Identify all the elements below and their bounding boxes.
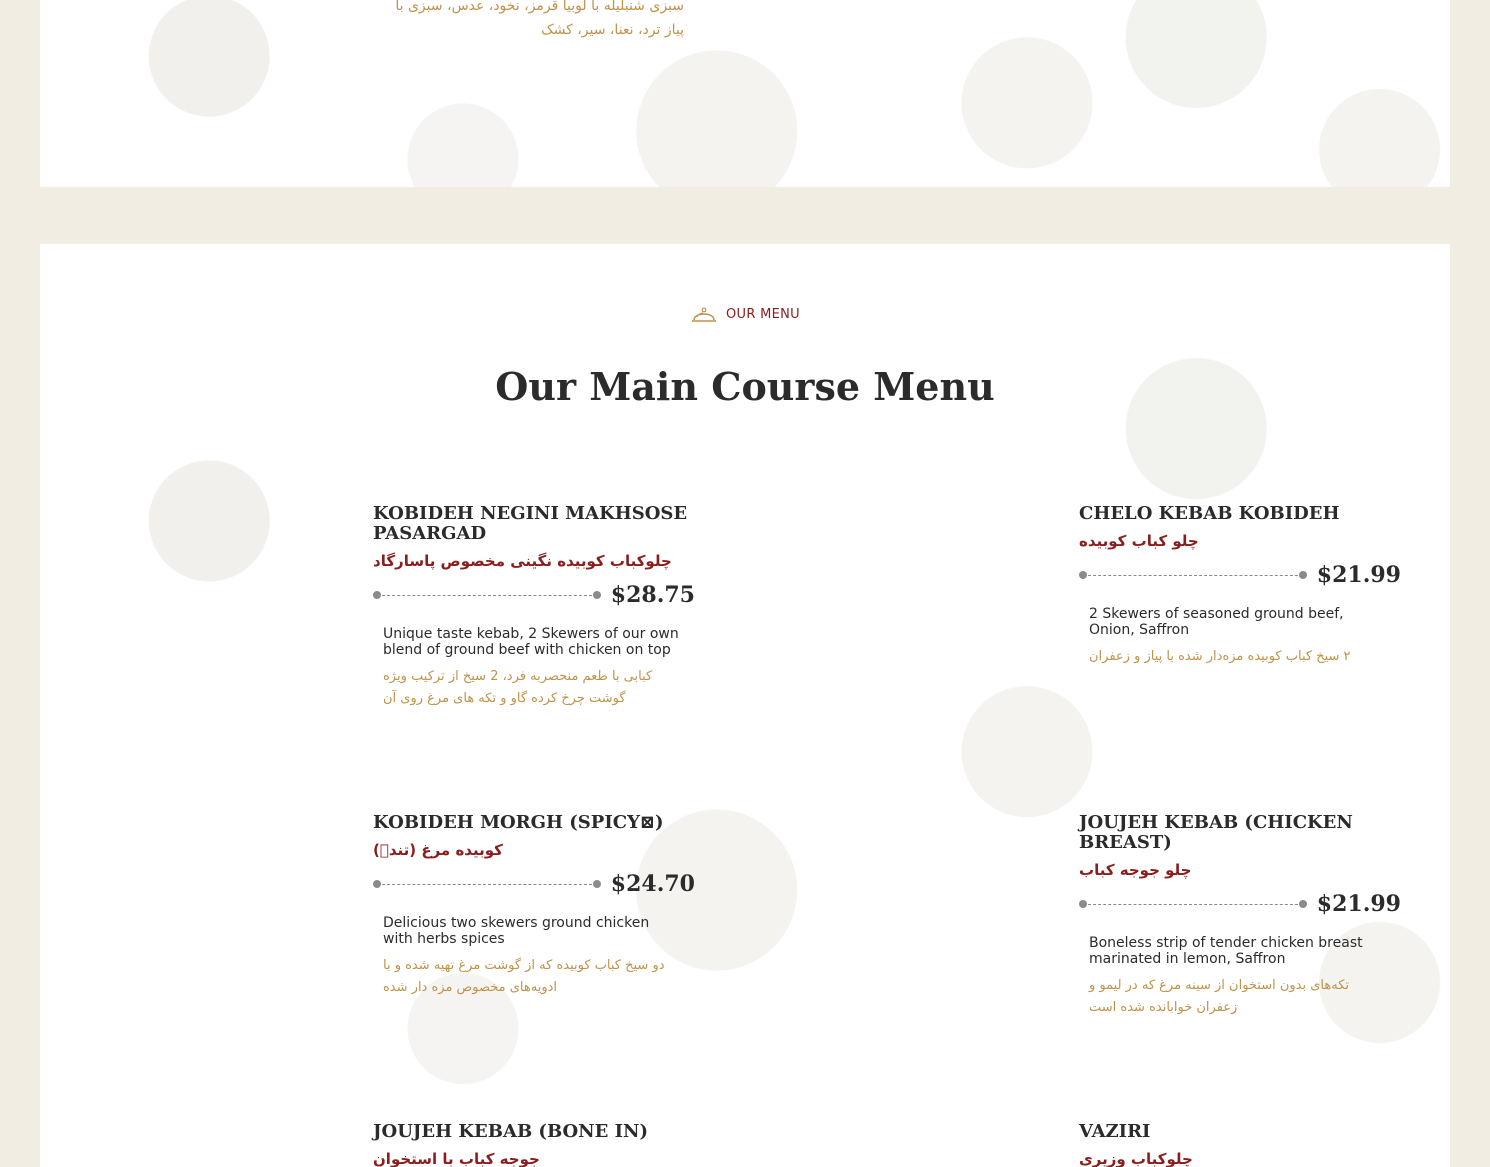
eyebrow-label: OUR MENU	[726, 306, 800, 322]
cloche-icon	[690, 304, 718, 324]
item-desc-fa: ۲ سیخ کباب کوبیده مزه‌دار شده با پیاز و زعفران	[1089, 649, 1351, 664]
item-desc: 2 Skewers of seasoned ground beef, Onion, Saffron	[1089, 606, 1344, 638]
item-price: $21.99	[1316, 562, 1401, 588]
dotted-rule	[1079, 899, 1307, 909]
menu-item[interactable]	[373, 504, 695, 710]
item-name-fa: چلوکباب کوبیده نگینی مخصوص پاسارگاد	[373, 552, 672, 570]
menu-item[interactable]	[373, 1122, 695, 1167]
item-desc: Unique taste kebab, 2 Skewers of our own blend of ground beef with chicken on top	[383, 626, 679, 658]
item-price: $21.99	[1316, 891, 1401, 917]
main-course-panel	[40, 244, 1450, 1167]
item-desc-fa: کبابی با طعم منحصربه فرد، 2 سیخ از ترکیب ویژه گوشت چرخ کرده گاو و تکه های مرغ روی آن	[383, 669, 653, 706]
item-name: KOBIDEH MORGH (SPICY⊠)	[373, 812, 664, 833]
menu-item[interactable]	[1079, 504, 1401, 668]
item-name-fa: کوبیده مرغ (تند⃞)	[373, 841, 503, 859]
item-desc-fa: دو سیخ کباب کوبیده که از گوشت مرغ تهیه شده و با ادویه‌های مخصوص مزه دار شده	[383, 958, 665, 995]
item-desc: Delicious two skewers ground chicken with herbs spices	[383, 915, 650, 947]
item-desc: Boneless strip of tender chicken breast marinated in lemon, Saffron	[1089, 935, 1363, 967]
dotted-rule	[1079, 570, 1307, 580]
menu-item[interactable]	[1079, 813, 1401, 1019]
dotted-rule	[373, 879, 601, 889]
price-row	[1079, 562, 1401, 588]
previous-desc-line: پیاز ترد، نعنا، سیر، کشک	[541, 22, 684, 38]
item-name-fa: جوجه کباب با استخوان	[373, 1150, 540, 1167]
item-name: KOBIDEH NEGINI MAKHSOSE PASARGAD	[373, 503, 688, 544]
item-name: JOUJEH KEBAB (BONE IN)	[373, 1121, 649, 1142]
item-name-fa: چلو جوجه کباب	[1079, 861, 1192, 879]
section-title: Our Main Course Menu	[495, 364, 995, 409]
item-name: VAZIRI	[1079, 1121, 1151, 1142]
item-price: $24.70	[610, 871, 695, 897]
dotted-rule	[373, 590, 601, 600]
section-eyebrow	[40, 304, 1450, 324]
price-row	[373, 871, 695, 897]
price-row	[1079, 891, 1401, 917]
item-price: $28.75	[610, 582, 695, 608]
item-name-fa: چلو کباب کوبیده	[1079, 532, 1199, 550]
item-name: CHELO KEBAB KOBIDEH	[1079, 503, 1340, 524]
item-desc-fa: تکه‌های بدون استخوان از سینه مرغ که در لیمو و زعفران خوابانده شده است	[1089, 978, 1350, 1015]
menu-item[interactable]	[1079, 1122, 1401, 1167]
price-row	[373, 582, 695, 608]
item-name: JOUJEH KEBAB (CHICKEN BREAST)	[1079, 812, 1353, 853]
item-name-fa: چلوکباب وزیری	[1079, 1150, 1193, 1167]
previous-menu-panel	[40, 0, 1450, 187]
menu-item[interactable]	[373, 813, 695, 999]
previous-item-desc-fa	[384, 0, 684, 42]
previous-desc-line: سبزی شنبلیله با لوبیا قرمز، نخود، عدس، سبزی با	[395, 0, 684, 14]
